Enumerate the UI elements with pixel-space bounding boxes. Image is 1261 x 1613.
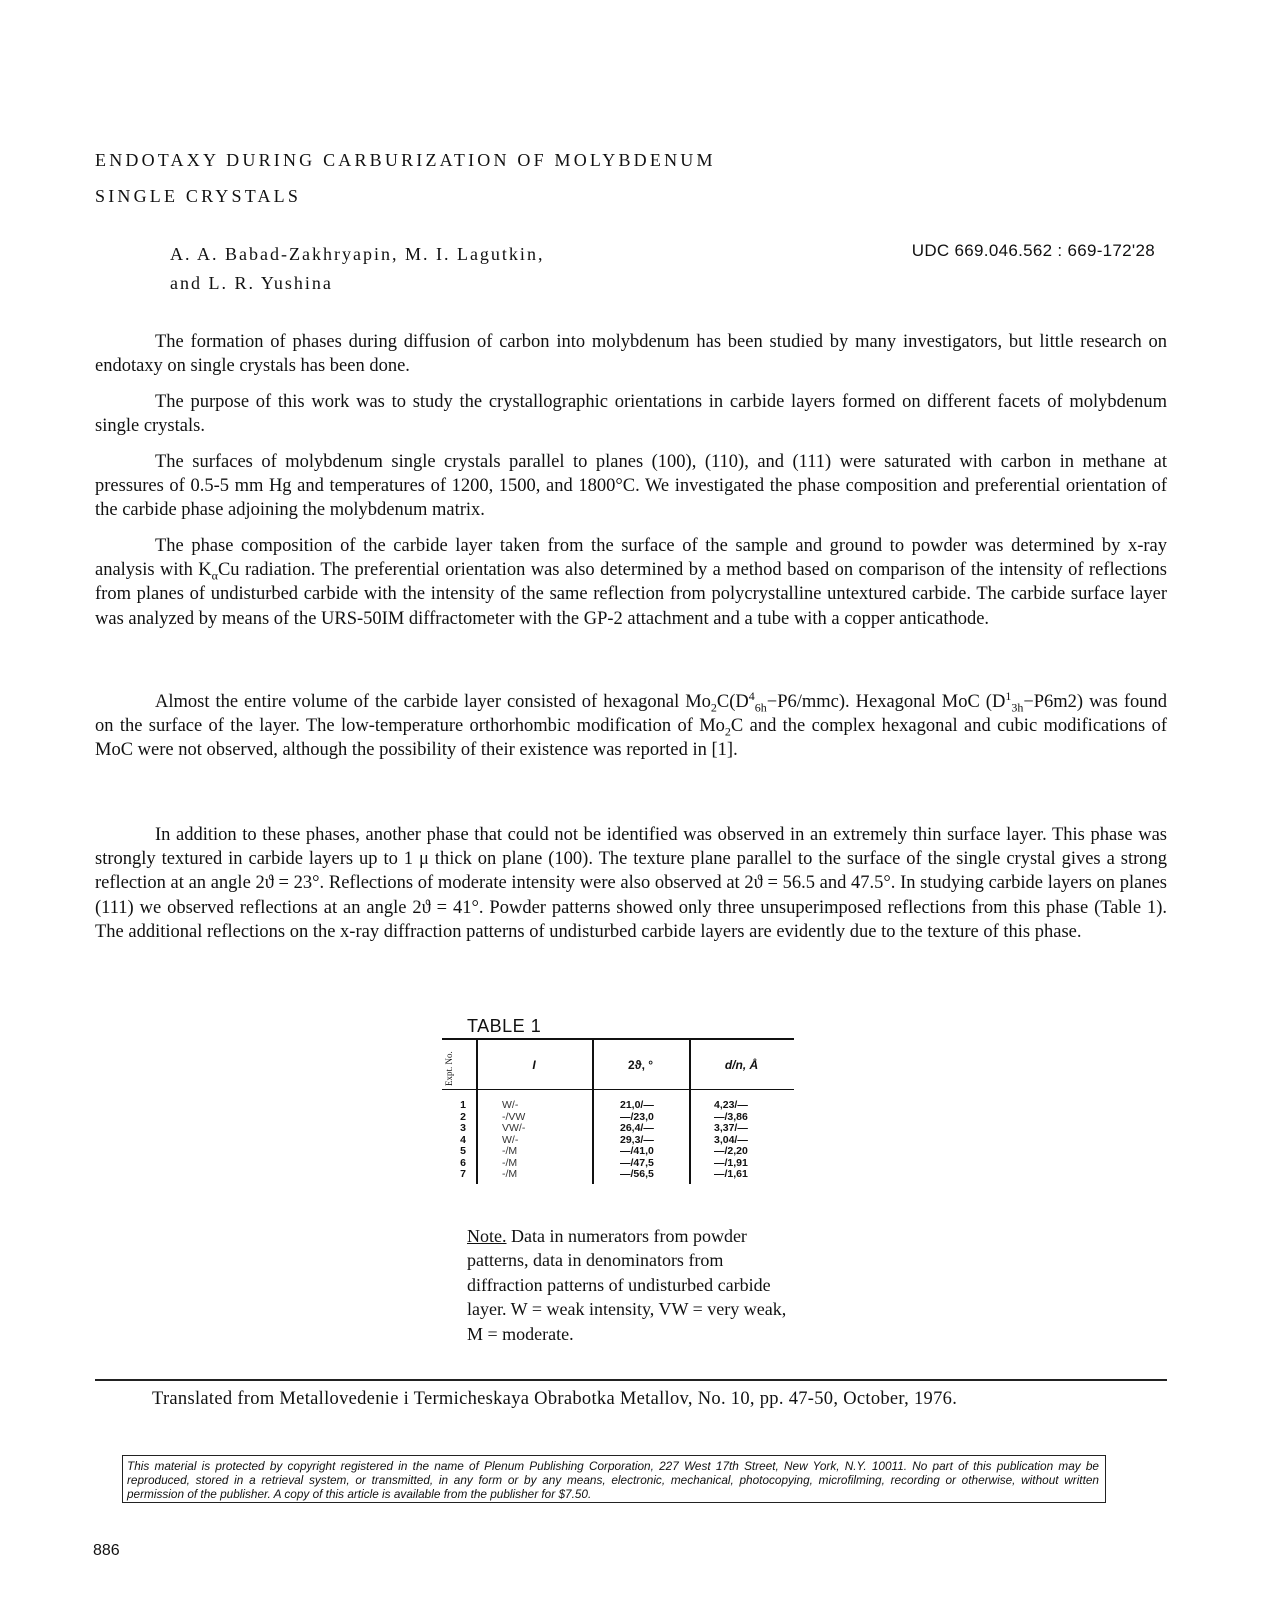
paragraph-5-sub-3: 3h [1011, 700, 1024, 715]
cell: -/M [502, 1156, 518, 1169]
cell: 21,0/— [620, 1099, 654, 1111]
cell: 4,23/— [714, 1099, 748, 1111]
cell: —/23,0 [620, 1110, 654, 1123]
paragraph-5-text-3: −P6/mmc). Hexagonal MoC (D [766, 692, 1006, 712]
table-note [467, 1224, 797, 1346]
cell: —/1,91 [714, 1156, 748, 1169]
cell: —/41,0 [620, 1145, 654, 1157]
paragraph-5-sub-2: 6h [754, 700, 767, 715]
footer-divider [95, 1379, 1167, 1381]
header-intensity: I [532, 1058, 536, 1072]
paragraph-1: The formation of phases during diffusion of carbon into molybdenum has been studied by many investigators, but little research on endotaxy on single crystals has been done. [95, 332, 1167, 377]
cell: —/47,5 [620, 1156, 654, 1169]
cell: 5 [460, 1145, 466, 1157]
paragraph-4-subscript: α [211, 568, 218, 583]
cell: VW/- [502, 1122, 526, 1134]
paragraph-4-text-a: The phase composition of the carbide layer taken from the surface of the sample and ground to powder was determined by x-ray analysis with K [95, 536, 1167, 581]
data-table [442, 1038, 794, 1186]
cell: 26,4/— [620, 1122, 654, 1134]
page-number: 886 [93, 1542, 120, 1559]
cell: 1 [460, 1099, 466, 1111]
cell: —/3,86 [714, 1110, 748, 1123]
paragraph-4-text-b: Cu radiation. The preferential orientation was also determined by a method based on comparison of the intensity of reflections from planes of undisturbed carbide with the intensity of the same reflection from polycrystalline untextured carbide. The carbide surface layer was analyzed by means of the URS-50IM diffractometer with the GP-2 attachment and a tube with a copper anticathode. [95, 560, 1168, 629]
paragraph-5-text-5: C and the complex hexagonal and cubic modifications of MoC were not observed, although the possibility of their existence was reported in [1]. [95, 716, 1167, 761]
cell: 7 [460, 1168, 466, 1180]
cell: 4 [460, 1133, 466, 1146]
paragraph-5-text-2: C(D [716, 692, 749, 712]
paragraph-5 [95, 690, 1167, 763]
paragraph-3: The surfaces of molybdenum single crystals parallel to planes (100), (110), and (111) were saturated with carbon in methane at pressures of 0.5-5 mm Hg and temperatures of 1200, 1500, and 1800°C. We investigated the phase composition and preferential orientation of the carbide phase adjoining the molybdenum matrix. [95, 452, 1167, 521]
cell: 3,04/— [714, 1133, 748, 1146]
header-two-theta: 2ϑ, ° [627, 1058, 654, 1072]
column-d-n [714, 1100, 748, 1181]
table-top-rule [442, 1038, 794, 1040]
cell: 2 [460, 1110, 466, 1123]
paragraph-5-sub-4: 2 [724, 724, 731, 739]
paragraph-5-sup-2: 1 [1005, 688, 1012, 703]
paragraph-5-sub-1: 2 [710, 700, 717, 715]
cell: W/- [502, 1133, 519, 1146]
column-intensity [502, 1100, 525, 1181]
author-list: A. A. Babad-Zakhryapin, M. I. Lagutkin, and L. R. Yushina [170, 244, 545, 293]
paragraph-6: In addition to these phases, another phase that could not be identified was observed in an extremely thin surface layer. This phase was strongly textured in carbide layers up to 1 μ thick on plane (100). The texture plane parallel to the surface of the single crystal gives a strong reflection at an angle 2ϑ = 23°. Reflections of moderate intensity were also observed at 2ϑ = 56.5 and 47.5°. In studying carbide layers on planes (111) we observed reflections at an angle 2ϑ = 41°. Powder patterns showed only three unsuperimposed reflections from this phase (Table 1). The additional reflections on the x-ray diffraction patterns of undisturbed carbide layers are evidently due to the texture of this phase. [95, 825, 1167, 942]
header-expt-no: Expt. No. [444, 1051, 454, 1086]
column-two-theta [620, 1100, 654, 1181]
paragraph-4 [95, 534, 1167, 631]
cell: 3 [460, 1122, 466, 1134]
header-d-n: d/n, Å [724, 1058, 759, 1072]
note-label: Note. [467, 1226, 507, 1246]
paragraph-5-text-1: Almost the entire volume of the carbide layer consisted of hexagonal Mo [155, 692, 711, 712]
cell: 29,3/— [620, 1133, 654, 1146]
udc-code: UDC 669.046.562 : 669-172'28 [911, 241, 1155, 260]
cell: 3,37/— [714, 1122, 748, 1134]
article-title-line-2: SINGLE CRYSTALS [95, 186, 302, 206]
cell: -/M [502, 1168, 518, 1180]
paragraph-5-sup-1: 4 [748, 688, 755, 703]
table-header-rule [442, 1089, 794, 1090]
paragraph-5-text-4: −P6m2) was found on the surface of the layer. The low-temperature orthorhombic modification of Mo [95, 692, 1167, 737]
cell: W/- [502, 1099, 519, 1111]
cell: —/56,5 [620, 1168, 654, 1180]
paragraph-2: The purpose of this work was to study the crystallographic orientations in carbide layers formed on different facets of molybdenum single crystals. [95, 392, 1167, 437]
cell: —/1,61 [714, 1168, 748, 1180]
article-title-line-1: ENDOTAXY DURING CARBURIZATION OF MOLYBDENUM [95, 150, 716, 170]
translation-source: Translated from Metallovedenie i Termicheskaya Obrabotka Metallov, No. 10, pp. 47-50, October, 1976. [152, 1389, 958, 1409]
copyright-notice: This material is protected by copyright registered in the name of Plenum Publishing Corporation, 227 West 17th Street, New York, N.Y. 10011. No part of this publication may be reproduced, stored in a retrieval system, or transmitted, in any form or by any means, electronic, mechanical, photocopying, microfilming, recording or otherwise, without written permission of the publisher. A copy of this article is available from the publisher for $7.50. [122, 1455, 1106, 1503]
note-text: Data in numerators from powder patterns, data in denominators from diffraction patterns of undisturbed carbide layer. W = weak intensity, VW = very weak, M = moderate. [467, 1226, 787, 1344]
table-caption: TABLE 1 [467, 1016, 542, 1036]
cell: 6 [460, 1156, 466, 1169]
cell: -/VW [502, 1110, 526, 1123]
cell: —/2,20 [714, 1145, 748, 1157]
column-expt-no [457, 1100, 469, 1181]
cell: -/M [502, 1145, 518, 1157]
